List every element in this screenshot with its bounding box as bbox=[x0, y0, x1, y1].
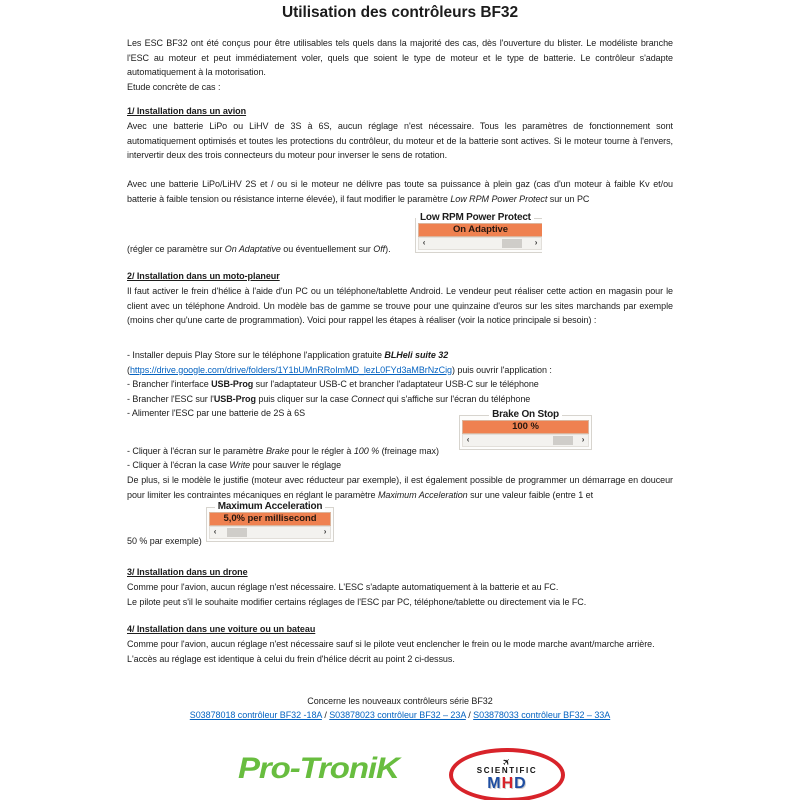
section-3-paragraph bbox=[127, 580, 673, 609]
plane-icon: ✈ bbox=[500, 755, 514, 770]
brake-scrollbar bbox=[462, 434, 589, 447]
section-4-heading: 4/ Installation dans une voiture ou un bateau bbox=[127, 624, 316, 634]
link-bf32-18a[interactable]: S03878018 contrôleur BF32 -18A bbox=[189, 710, 322, 720]
link-separator: / bbox=[465, 710, 474, 720]
section-3-line-2: Le pilote peut s'il le souhaite modifier certains réglages de l'ESC par PC, téléphone/tablette ou directement via le FC. bbox=[127, 596, 587, 607]
accel-caption: 50 % par exemple) bbox=[127, 536, 202, 546]
scroll-right-icon: › bbox=[534, 238, 538, 247]
accel-widget-title: Maximum Acceleration bbox=[207, 501, 333, 512]
step-usb-1: - Brancher l'interface USB-Prog sur l'adaptateur USB-C et brancher l'adaptateur USB-C sur le téléphone bbox=[127, 379, 539, 389]
scroll-thumb bbox=[502, 239, 522, 248]
page-title: Utilisation des contrôleurs BF32 bbox=[281, 4, 519, 21]
drive-folder-link[interactable]: https://drive.google.com/drive/folders/1Y1bUMnRRoImMD_lezL0FYd3aMBrNzCig bbox=[129, 364, 452, 375]
low-rpm-widget bbox=[415, 211, 542, 254]
section-1-heading: 1/ Installation dans un avion bbox=[127, 106, 247, 116]
low-rpm-widget-title: Low RPM Power Protect bbox=[416, 212, 542, 223]
low-rpm-scrollbar bbox=[418, 237, 542, 250]
scientific-mhd-logo bbox=[449, 748, 565, 800]
link-bf32-23a[interactable]: S03878023 contrôleur BF32 – 23A bbox=[329, 710, 466, 720]
mhd-logo-top-text: SCIENTIFIC bbox=[476, 766, 538, 775]
section-1-paragraph-1: Avec une batterie LiPo ou LiHV de 3S à 6S, aucun réglage n'est nécessaire. Tous les paramètres de fonctionnement sont automatiquement optimisés et toutes les protections du contrôleur, du moteur et de la batterie sont actives. Si le moteur tourne à l'envers, intervertir deux des trois connecteurs du moteur pour inverser le sens de rotation. bbox=[127, 121, 673, 160]
link-separator: / bbox=[321, 710, 330, 720]
section-4-line-1: Comme pour l'avion, aucun réglage n'est nécessaire sauf si le pilote veut enclencher le frein ou le mode marche avant/marche arrière. bbox=[127, 639, 655, 649]
scroll-left-icon: ‹ bbox=[422, 238, 426, 247]
protronik-logo: Pro-TroniK bbox=[238, 752, 399, 785]
section-2-paragraph: Il faut activer le frein d'hélice à l'aide d'un PC ou un téléphone/tablette Android. Le vendeur peut réaliser cette action en magasin pour le client avec un téléphone Android. Un modèle bas de gamme se trouve pour une quinzaine d'euros sur les sites marchands par exemple (moins cher qu'une carte de programmation). Voici pour rappel les étapes à réaliser (voir la notice principale si besoin) : bbox=[127, 286, 673, 325]
mhd-logo-word: MHD bbox=[487, 775, 527, 792]
step-alim: - Alimenter l'ESC par une batterie de 2S à 6S bbox=[127, 408, 306, 418]
intro-case-line: Etude concrète de cas : bbox=[127, 81, 221, 92]
scroll-thumb bbox=[553, 436, 573, 445]
scroll-left-icon: ‹ bbox=[213, 527, 217, 536]
brake-caption-2: - Cliquer à l'écran la case Write pour sauver le réglage bbox=[127, 460, 342, 470]
step-url-line: (https://drive.google.com/drive/folders/1Y1bUMnRRoImMD_lezL0FYd3aMBrNzCig) puis ouvrir l'application : bbox=[127, 364, 552, 375]
section-3-line-1: Comme pour l'avion, aucun réglage n'est nécessaire. L'ESC s'adapte automatiquement à la batterie et au FC. bbox=[127, 582, 559, 592]
low-rpm-widget-value: On Adaptive bbox=[418, 223, 542, 237]
scroll-right-icon: › bbox=[323, 527, 327, 536]
step-install: - Installer depuis Play Store sur le téléphone l'application gratuite BLHeli suite 32 bbox=[127, 350, 449, 360]
scroll-left-icon: ‹ bbox=[466, 435, 470, 444]
section-1-paragraph-2: Avec une batterie LiPo/LiHV 2S et / ou si le moteur ne délivre pas toute sa puissance à plein gaz (cas d'un moteur à faible Kv et/ou batterie à faible tension ou résistance interne élevée), il faut modifier le paramètre Low RPM Power Protect sur un PC bbox=[127, 179, 673, 204]
brake-caption-1: - Cliquer à l'écran sur le paramètre Brake pour le régler à 100 % (freinage max) bbox=[127, 446, 439, 456]
scroll-right-icon: › bbox=[581, 435, 585, 444]
intro-block bbox=[127, 36, 673, 94]
accel-widget-value: 5,0% per millisecond bbox=[209, 512, 331, 526]
section-2-heading: 2/ Installation dans un moto-planeur bbox=[127, 271, 280, 281]
section-3-heading: 3/ Installation dans un drone bbox=[127, 567, 248, 577]
link-bf32-33a[interactable]: S03878033 contrôleur BF32 – 33A bbox=[473, 710, 611, 720]
step-usb-2: - Brancher l'ESC sur l'USB-Prog puis cliquer sur la case Connect qui s'affiche sur l'écran du téléphone bbox=[127, 393, 531, 404]
section-2-deplus-paragraph: De plus, si le modèle le justifie (moteur avec réducteur par exemple), il est également possible de programmer un démarrage en douceur pour limiter les contraintes mécaniques en réglant le paramètre Maximum Acceleration sur une valeur faible (entre 1 et bbox=[127, 475, 673, 500]
brake-widget-value: 100 % bbox=[462, 420, 589, 434]
section-4-line-2: L'accès au réglage est identique à celui du frein d'hélice décrit au point 2 ci-dessus. bbox=[127, 653, 455, 664]
footer-links bbox=[0, 708, 800, 723]
brake-widget bbox=[459, 408, 592, 458]
footer-concerne: Concerne les nouveaux contrôleurs série BF32 bbox=[307, 696, 493, 706]
low-rpm-caption: (régler ce paramètre sur On Adaptative ou éventuellement sur Off). bbox=[127, 244, 391, 254]
section-4-paragraph bbox=[127, 637, 673, 666]
intro-paragraph: Les ESC BF32 ont été conçus pour être utilisables tels quels dans la majorité des cas, dès l'ouverture du blister. Le modéliste branche l'ESC au moteur et peut immédiatement voler, quels que soient le type de moteur et le type de batterie. Le contrôleur s'adapte automatiquement à la motorisation. bbox=[127, 38, 673, 77]
brake-widget-title: Brake On Stop bbox=[460, 409, 591, 420]
